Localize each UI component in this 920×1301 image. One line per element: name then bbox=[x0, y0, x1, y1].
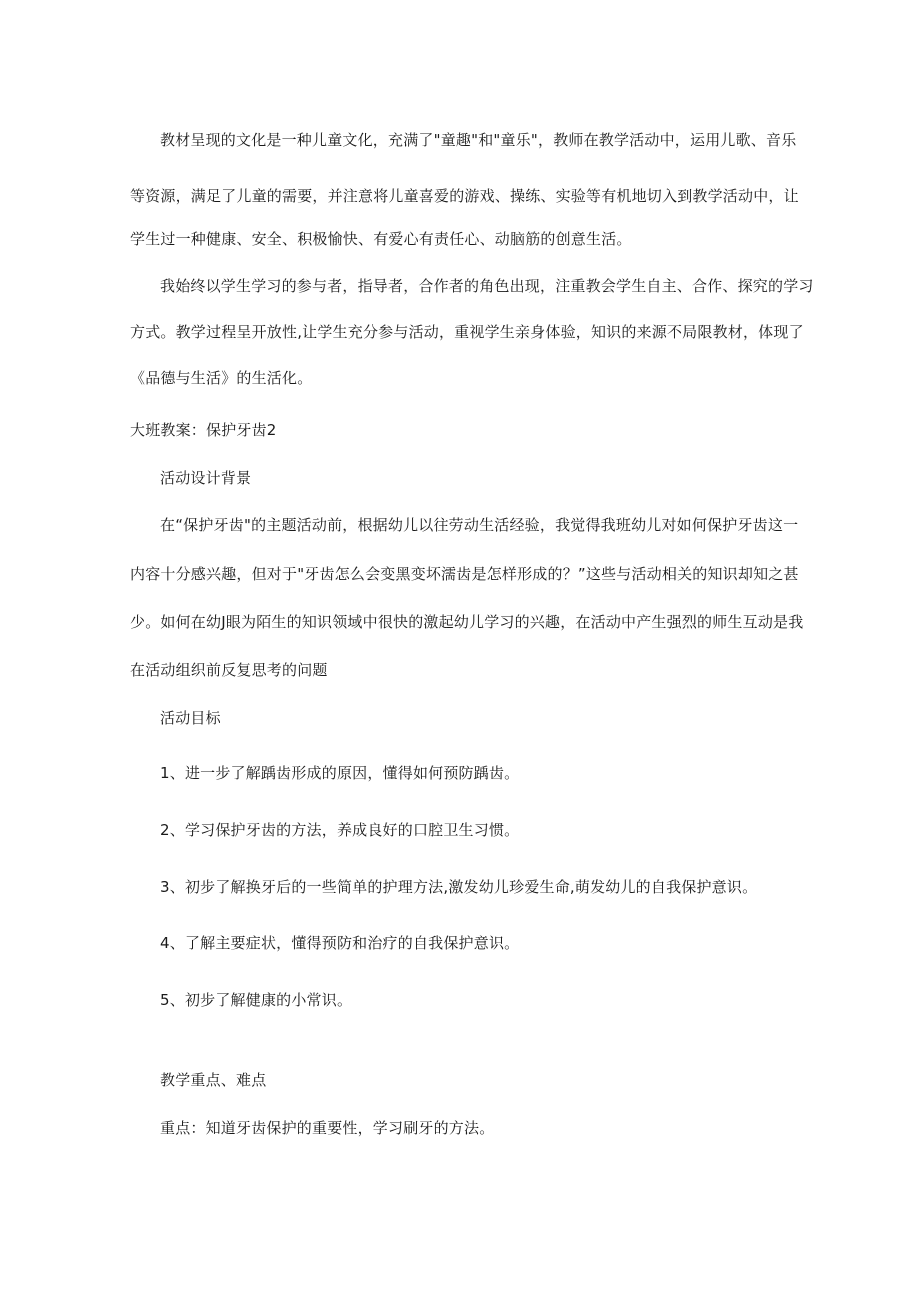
goal-item: 5、初步了解健康的小常识。 bbox=[160, 991, 353, 1009]
paragraph-2-line-1: 我始终以学生学习的参与者，指导者，合作者的角色出现，注重教会学生自主、合作、探究的学习 bbox=[160, 277, 814, 295]
focus-heading: 教学重点、难点 bbox=[160, 1071, 267, 1089]
paragraph-1-line-1: 教材呈现的文化是一种儿童文化，充满了"童趣"和"童乐"，教师在教学活动中，运用儿歌、音乐 bbox=[160, 131, 797, 149]
paragraph-3-line-1: 在“保护牙齿"的主题活动前，根据幼儿以往劳动生活经验，我觉得我班幼儿对如何保护牙齿这一 bbox=[160, 516, 799, 534]
goal-item: 3、初步了解换牙后的一些简单的护理方法,激发幼儿珍爱生命,萌发幼儿的自我保护意识。 bbox=[160, 878, 758, 896]
paragraph-3-line-2: 内容十分感兴趣，但对于"牙齿怎么会变黑变坏濡齿是怎样形成的？”这些与活动相关的知识却知之甚 bbox=[130, 565, 799, 583]
paragraph-3-line-3: 少。如何在幼J眼为陌生的知识领域中很快的激起幼儿学习的兴趣，在活动中产生强烈的师生互动是我 bbox=[130, 613, 804, 631]
section-title: 大班教案：保护牙齿2 bbox=[130, 421, 277, 439]
paragraph-1-line-3: 学生过一种健康、安全、积极愉快、有爱心有责任心、动脑筋的创意生活。 bbox=[130, 230, 632, 248]
background-heading: 活动设计背景 bbox=[160, 469, 252, 487]
focus-line: 重点：知道牙齿保护的重要性，学习刷牙的方法。 bbox=[160, 1119, 495, 1137]
paragraph-2-line-3: 《品德与生活》的生活化。 bbox=[130, 369, 313, 387]
goal-item: 4、了解主要症状，懂得预防和治疗的自我保护意识。 bbox=[160, 934, 520, 952]
paragraph-1-line-2: 等资源，满足了儿童的需要，并注意将儿童喜爱的游戏、操练、实验等有机地切入到教学活动中，让 bbox=[130, 187, 799, 205]
paragraph-3-line-4: 在活动组织前反复思考的问题 bbox=[130, 661, 328, 679]
goals-heading: 活动目标 bbox=[160, 709, 221, 727]
goal-item: 2、学习保护牙齿的方法，养成良好的口腔卫生习惯。 bbox=[160, 821, 520, 839]
paragraph-2-line-2: 方式。教学过程呈开放性,让学生充分参与活动，重视学生亲身体验，知识的来源不局限教材，体现了 bbox=[130, 323, 804, 341]
goal-item: 1、进一步了解踽齿形成的原因，懂得如何预防踽齿。 bbox=[160, 764, 520, 782]
